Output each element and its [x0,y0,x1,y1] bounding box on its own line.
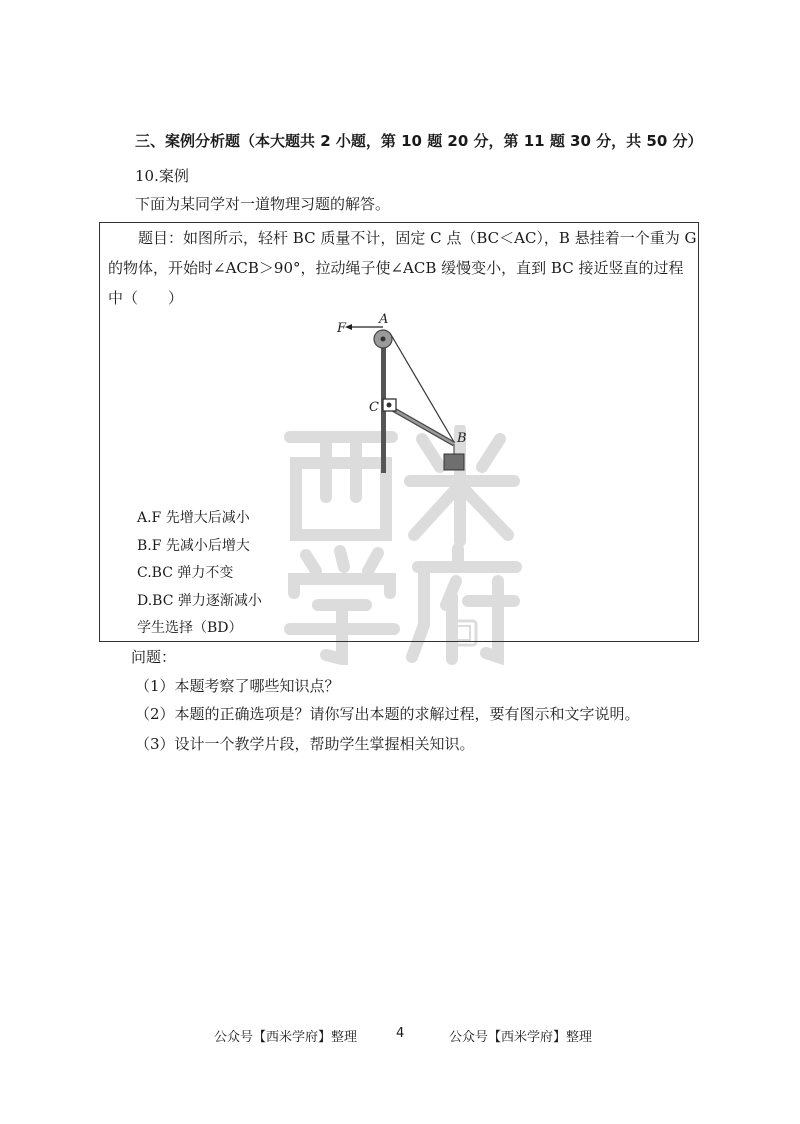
questions-label: 问题： [131,648,177,666]
weight-block [444,454,464,470]
option-c: C.BC 弹力不变 [137,565,234,581]
problem-stem-line: 中（ ） [108,289,184,307]
question-item: （2）本题的正确选项是？请你写出本题的求解过程，要有图示和文字说明。 [135,705,640,723]
label-f: F [337,321,347,336]
case-number: 10.案例 [135,167,189,185]
problem-stem-line: 题目：如图所示，轻杆 BC 质量不计，固定 C 点（BC＜AC），B 悬挂着一个重为 G [138,229,697,247]
student-choice: 学生选择（BD） [137,620,243,636]
page-number: 4 [396,1026,405,1041]
footer-right: 公众号【西米学府】整理 [449,1030,593,1045]
label-b: B [457,431,467,446]
case-intro: 下面为某同学对一道物理习题的解答。 [135,195,391,213]
label-c: C [369,400,379,415]
option-d: D.BC 弹力逐渐减小 [137,592,262,609]
option-b: B.F 先减小后增大 [137,537,250,554]
problem-stem [108,223,696,313]
option-a: A.F 先增大后减小 [137,510,250,526]
force-arrowhead [345,324,352,330]
footer-left: 公众号【西米学府】整理 [214,1030,358,1045]
physics-figure [335,311,475,481]
answer-options [137,505,262,643]
problem-box [99,222,699,642]
question-item: （1）本题考察了哪些知识点？ [135,677,340,695]
problem-stem-line: 的物体，开始时∠ACB＞90°，拉动绳子使∠ACB 缓慢变小，直到 BC 接近竖直的过程 [108,259,684,277]
label-a: A [379,312,389,327]
section-heading: 三、案例分析题（本大题共 2 小题，第 10 题 20 分，第 11 题 30 分，共 50 分） [135,132,703,150]
question-item: （3）设计一个教学片段，帮助学生掌握相关知识。 [135,735,475,753]
